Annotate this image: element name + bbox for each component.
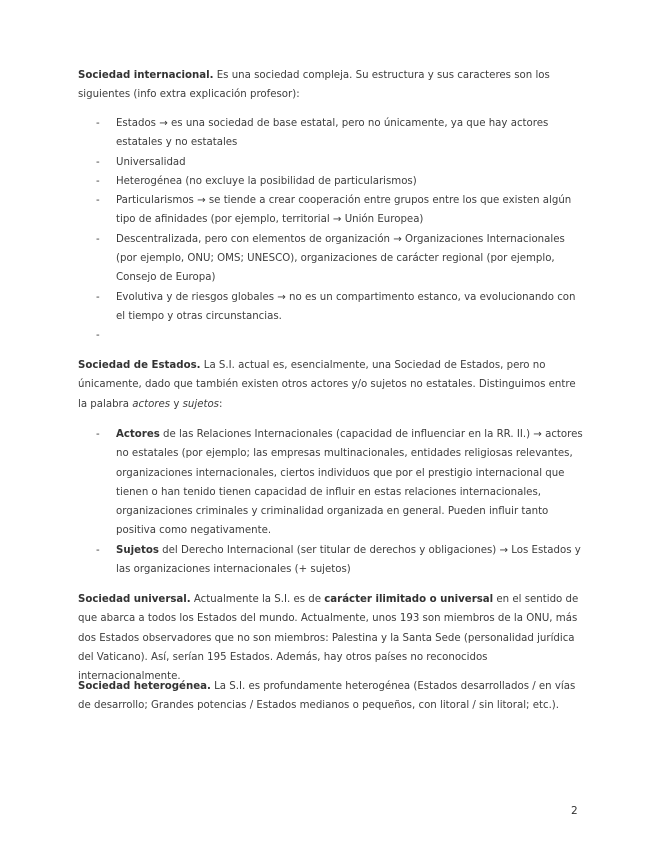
characteristics-list [96, 114, 583, 346]
list-item [96, 172, 583, 191]
heading-sociedad-heterogenea: Sociedad heterogénea. [78, 681, 211, 692]
list-item-text: Estados → es una sociedad de base estatal, pero no únicamente, ya que hay actores estatales y no estatales [116, 118, 549, 149]
paragraph-text: : [219, 398, 223, 410]
list-item-text: Evolutiva y de riesgos globales → no es un compartimento estanco, va evolucionando con el tiempo y otras circunstancias. [116, 291, 576, 322]
paragraph-text: La S.I. actual es, esencialmente, una Sociedad de Estados, pero no únicamente, dado que también existen otros actores y/o sujetos no estatales. Distinguimos entre la palabra [78, 360, 576, 410]
list-item-text [116, 330, 119, 341]
paragraph-sociedad-heterogenea [78, 677, 583, 716]
list-item-text: Particularismos → se tiende a crear cooperación entre grupos entre los que existen algún tipo de afinidades (por ejemplo, territorial → Unión Europea) [116, 195, 572, 226]
bullet-dash: - [96, 156, 100, 168]
heading-sociedad-de-estados: Sociedad de Estados. [78, 360, 201, 371]
term-actores: Actores [116, 429, 160, 440]
paragraph-sociedad-universal [78, 590, 583, 686]
paragraph-text: Es una sociedad compleja. Su estructura y sus caracteres son los siguientes (info extra explicación profesor): [78, 70, 550, 101]
heading-sociedad-internacional: Sociedad internacional. [78, 70, 214, 81]
paragraph-sociedad-internacional [78, 66, 583, 105]
list-item [96, 191, 583, 230]
term-sujetos: Sujetos [116, 544, 159, 556]
list-item-text: de las Relaciones Internacionales (capacidad de influenciar en la RR. II.) → actores no estatales (por ejemplo; las empresas multinacionales, entidades religiosas relevantes, organizaciones internacionales, ciertos individuos que por el prestigio internacional que tienen o han tenido tienen capacidad de influir en estas relaciones internacionales, organizaciones criminales y criminalidad organizada en general. Pueden influir tanto positiva como negativamente. [116, 429, 583, 537]
bold-phrase: carácter ilimitado o universal [324, 594, 494, 605]
list-item-text: Heterogénea (no excluye la posibilidad de particularismos) [116, 175, 417, 187]
list-item [96, 541, 583, 580]
list-item [96, 425, 583, 541]
list-item [96, 230, 583, 288]
list-item-text: del Derecho Internacional (ser titular de derechos y obligaciones) → Los Estados y las organizaciones internacionales (+ sujetos) [116, 544, 581, 576]
bullet-dash: - [96, 118, 100, 129]
bullet-dash: - [96, 291, 100, 303]
paragraph-text: y [170, 398, 183, 410]
bullet-dash: - [96, 175, 100, 187]
list-item-text: Universalidad [116, 156, 186, 168]
page-number: 2 [571, 805, 578, 817]
list-item [96, 288, 583, 327]
list-item-empty [96, 326, 583, 345]
list-item [96, 114, 583, 153]
italic-term-sujetos: sujetos [182, 398, 219, 410]
bullet-dash: - [96, 233, 100, 245]
list-item-text: Descentralizada, pero con elementos de organización → Organizaciones Internacionales (por ejemplo, ONU; OMS; UNESCO), organizaciones de carácter regional (por ejemplo, Consejo de Europa) [116, 233, 565, 284]
bullet-dash: - [96, 544, 100, 556]
paragraph-text: La S.I. es profundamente heterogénea (Estados desarrollados / en vías de desarrollo; Grandes potencias / Estados medianos o pequeños, con litoral / sin litoral; etc.). [78, 681, 576, 712]
heading-sociedad-universal: Sociedad universal. [78, 594, 191, 605]
bullet-dash: - [96, 429, 100, 440]
paragraph-text: Actualmente la S.I. es de [190, 594, 325, 605]
paragraph-sociedad-de-estados [78, 356, 583, 414]
list-item [96, 153, 583, 172]
paragraph-text: en el sentido de que abarca a todos los Estados del mundo. Actualmente, unos 193 son miembros de la ONU, más dos Estados observadores que no son miembros: Palestina y la Santa Sede (personalidad jurídica del Vaticano). Así, serían 195 Estados. Además, hay otros países no reconocidos internacionalmente. [78, 594, 579, 683]
actors-subjects-list [96, 425, 583, 579]
bullet-dash: - [96, 330, 100, 342]
italic-term-actores: actores [132, 398, 171, 410]
bullet-dash: - [96, 195, 100, 207]
